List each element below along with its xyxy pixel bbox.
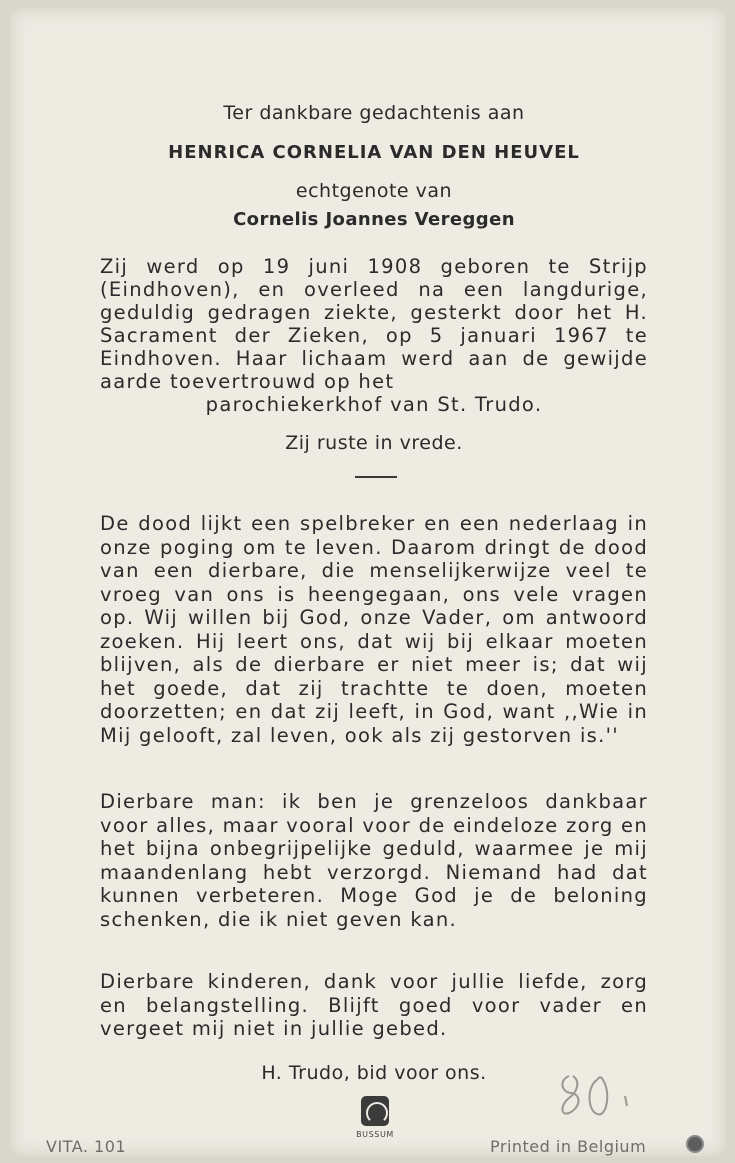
paragraph-children: Dierbare kinderen, dank voor jullie liefde, zorg en belangstelling. Blijft goed voor vader en vergeet mij niet in jullie gebed.	[100, 970, 648, 1040]
rest-in-peace: Zij ruste in vrede.	[285, 432, 463, 454]
closing-prayer: H. Trudo, bid voor ons.	[261, 1062, 487, 1084]
printer-seal-icon	[686, 1135, 704, 1153]
deceased-name: HENRICA CORNELIA VAN DEN HEUVEL	[168, 142, 580, 163]
paragraph-husband: Dierbare man: ik ben je grenzeloos dankbaar voor alles, maar vooral voor de eindeloze zorg en het bijna onbegrijpelijke geduld, waarmee je mij maandenlang hebt verzorgd. Niemand had dat kunnen verbeteren. Moge God je de beloning schenken, die ik niet geven kan.	[100, 790, 648, 931]
biography-last-line: parochiekerkhof van St. Trudo.	[205, 393, 543, 416]
publisher-logo	[355, 1096, 395, 1154]
handwritten-pencil-note	[555, 1066, 645, 1126]
relation-text: echtgenote van	[295, 180, 453, 202]
printed-in-label: Printed in Belgium	[490, 1137, 647, 1156]
biography-main: Zij werd op 19 juni 1908 geboren te Strijp (Eindhoven), en overleed na een langdurige, geduldig gedragen ziekte, gesterkt door het H. Sacrament der Zieken, op 5 januari 1967 te Eindhoven. Haar lichaam werd aan de gewijde aarde toevertrouwd op het	[100, 255, 648, 393]
divider	[355, 476, 397, 478]
paragraph-reflection: De dood lijkt een spelbreker en een nederlaag in onze poging om te leven. Daarom dringt de dood van een dierbare, die menselijkerwijze veel te vroeg van ons is heengegaan, ons vele vragen op. Wij willen bij God, onze Vader, om antwoord zoeken. Hij leert ons, dat wij bij elkaar moeten blijven, als de dierbare er niet meer is; dat wij het goede, dat zij trachtte te doen, moeten doorzetten; en dat zij leeft, in God, want ,,Wie in Mij gelooft, zal leven, ook als zij gestorven is.''	[100, 512, 648, 747]
card-heading: Ter dankbare gedachtenis aan	[223, 102, 525, 124]
print-code: VITA. 101	[46, 1137, 127, 1156]
spouse-name: Cornelis Joannes Vereggen	[233, 209, 515, 230]
publisher-city: BUSSUM	[356, 1130, 394, 1139]
biography	[100, 255, 648, 416]
mondial-logo-icon	[361, 1096, 389, 1126]
